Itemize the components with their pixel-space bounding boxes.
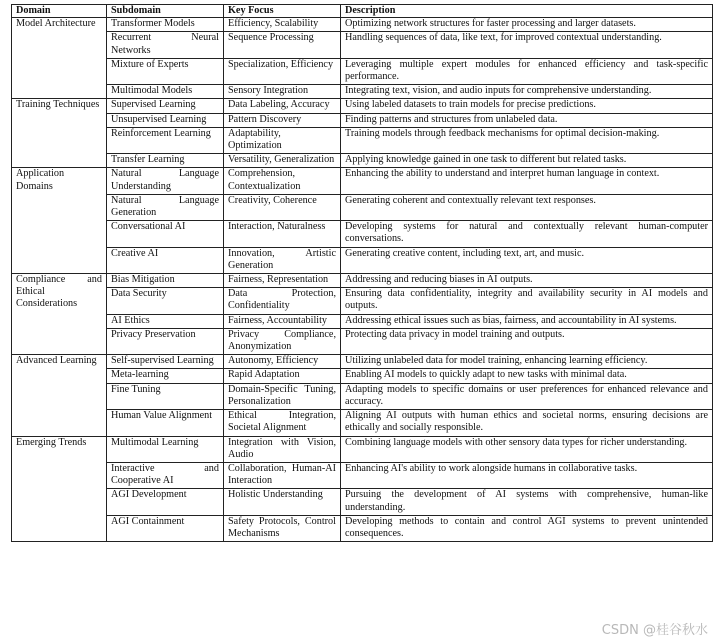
key-focus-cell: Adaptability, Optimization	[224, 127, 341, 153]
header-key-focus: Key Focus	[224, 5, 341, 18]
domain-cell: Advanced Learning	[12, 355, 107, 436]
table-body	[12, 18, 713, 542]
header-domain: Domain	[12, 5, 107, 18]
description-cell: Developing systems for natural and contextually relevant human-computer conversations.	[341, 221, 713, 247]
watermark: CSDN @桂谷秋水	[600, 619, 710, 638]
key-focus-cell: Pattern Discovery	[224, 113, 341, 127]
key-focus-cell: Comprehension, Contextualization	[224, 168, 341, 194]
table-row	[12, 32, 713, 58]
description-cell: Adapting models to specific domains or user preferences for enhanced relevance and accuracy.	[341, 383, 713, 409]
subdomain-cell: Natural Language Understanding	[107, 168, 224, 194]
key-focus-cell: Rapid Adaptation	[224, 369, 341, 383]
table-row	[12, 127, 713, 153]
key-focus-cell: Fairness, Representation	[224, 274, 341, 288]
table-row	[12, 383, 713, 409]
table-row	[12, 221, 713, 247]
table-row	[12, 462, 713, 488]
description-cell: Leveraging multiple expert modules for enhanced efficiency and task-specific performance.	[341, 58, 713, 84]
description-cell: Optimizing network structures for faster processing and larger datasets.	[341, 18, 713, 32]
description-cell: Aligning AI outputs with human ethics and societal norms, ensuring decisions are ethically and socially responsible.	[341, 410, 713, 436]
domain-cell: Application Domains	[12, 168, 107, 274]
description-cell: Handling sequences of data, like text, for improved contextual understanding.	[341, 32, 713, 58]
description-cell: Developing methods to contain and control AGI systems to prevent unintended consequences.	[341, 515, 713, 541]
subdomain-cell: Recurrent Neural Networks	[107, 32, 224, 58]
table-row	[12, 436, 713, 462]
subdomain-cell: Creative AI	[107, 247, 224, 273]
table-header-row	[12, 5, 713, 18]
table-row	[12, 410, 713, 436]
domain-cell: Training Techniques	[12, 99, 107, 168]
subdomain-cell: AI Ethics	[107, 314, 224, 328]
key-focus-cell: Versatility, Generalization	[224, 154, 341, 168]
key-focus-cell: Domain-Specific Tuning, Personalization	[224, 383, 341, 409]
domain-cell: Model Architecture	[12, 18, 107, 99]
description-cell: Addressing ethical issues such as bias, fairness, and accountability in AI systems.	[341, 314, 713, 328]
table-row	[12, 515, 713, 541]
subdomain-cell: Multimodal Models	[107, 85, 224, 99]
description-cell: Utilizing unlabeled data for model training, enhancing learning efficiency.	[341, 355, 713, 369]
description-cell: Applying knowledge gained in one task to different but related tasks.	[341, 154, 713, 168]
description-cell: Generating coherent and contextually relevant text responses.	[341, 194, 713, 220]
table-row	[12, 328, 713, 354]
header-subdomain: Subdomain	[107, 5, 224, 18]
subdomain-cell: Conversational AI	[107, 221, 224, 247]
subdomain-cell: Natural Language Generation	[107, 194, 224, 220]
description-cell: Pursuing the development of AI systems with comprehensive, human-like understanding.	[341, 489, 713, 515]
key-focus-cell: Autonomy, Efficiency	[224, 355, 341, 369]
table-row	[12, 314, 713, 328]
table-row	[12, 489, 713, 515]
subdomain-cell: AGI Containment	[107, 515, 224, 541]
table-row	[12, 113, 713, 127]
table-row	[12, 247, 713, 273]
header-description: Description	[341, 5, 713, 18]
key-focus-cell: Ethical Integration, Societal Alignment	[224, 410, 341, 436]
key-focus-cell: Innovation, Artistic Generation	[224, 247, 341, 273]
table-row	[12, 288, 713, 314]
description-cell: Enabling AI models to quickly adapt to new tasks with minimal data.	[341, 369, 713, 383]
key-focus-cell: Data Labeling, Accuracy	[224, 99, 341, 113]
table-row	[12, 58, 713, 84]
description-cell: Using labeled datasets to train models for precise predictions.	[341, 99, 713, 113]
subdomain-cell: Interactive and Cooperative AI	[107, 462, 224, 488]
key-focus-cell: Fairness, Accountability	[224, 314, 341, 328]
key-focus-cell: Safety Protocols, Control Mechanisms	[224, 515, 341, 541]
subdomain-cell: Fine Tuning	[107, 383, 224, 409]
description-cell: Training models through feedback mechanisms for optimal decision-making.	[341, 127, 713, 153]
subdomain-cell: Privacy Preservation	[107, 328, 224, 354]
subdomain-cell: Bias Mitigation	[107, 274, 224, 288]
key-focus-cell: Creativity, Coherence	[224, 194, 341, 220]
key-focus-cell: Holistic Understanding	[224, 489, 341, 515]
description-cell: Addressing and reducing biases in AI outputs.	[341, 274, 713, 288]
subdomain-cell: Transformer Models	[107, 18, 224, 32]
key-focus-cell: Data Protection, Confidentiality	[224, 288, 341, 314]
subdomain-cell: Self-supervised Learning	[107, 355, 224, 369]
subdomain-cell: AGI Development	[107, 489, 224, 515]
llm-domains-table	[11, 4, 713, 542]
table-row	[12, 168, 713, 194]
key-focus-cell: Sequence Processing	[224, 32, 341, 58]
description-cell: Combining language models with other sensory data types for richer understanding.	[341, 436, 713, 462]
table-row	[12, 194, 713, 220]
table-row	[12, 154, 713, 168]
description-cell: Enhancing the ability to understand and interpret human language in context.	[341, 168, 713, 194]
subdomain-cell: Unsupervised Learning	[107, 113, 224, 127]
domain-cell: Compliance and Ethical Considerations	[12, 274, 107, 355]
key-focus-cell: Efficiency, Scalability	[224, 18, 341, 32]
subdomain-cell: Human Value Alignment	[107, 410, 224, 436]
table-row	[12, 18, 713, 32]
description-cell: Ensuring data confidentiality, integrity and availability security in AI models and outputs.	[341, 288, 713, 314]
subdomain-cell: Mixture of Experts	[107, 58, 224, 84]
subdomain-cell: Multimodal Learning	[107, 436, 224, 462]
key-focus-cell: Interaction, Naturalness	[224, 221, 341, 247]
table-row	[12, 274, 713, 288]
subdomain-cell: Meta-learning	[107, 369, 224, 383]
subdomain-cell: Data Security	[107, 288, 224, 314]
description-cell: Finding patterns and structures from unlabeled data.	[341, 113, 713, 127]
table-row	[12, 85, 713, 99]
subdomain-cell: Reinforcement Learning	[107, 127, 224, 153]
description-cell: Protecting data privacy in model training and outputs.	[341, 328, 713, 354]
table-row	[12, 99, 713, 113]
domain-cell: Emerging Trends	[12, 436, 107, 542]
key-focus-cell: Collaboration, Human-AI Interaction	[224, 462, 341, 488]
description-cell: Generating creative content, including text, art, and music.	[341, 247, 713, 273]
key-focus-cell: Privacy Compliance, Anonymization	[224, 328, 341, 354]
key-focus-cell: Specialization, Efficiency	[224, 58, 341, 84]
key-focus-cell: Sensory Integration	[224, 85, 341, 99]
table-row	[12, 369, 713, 383]
key-focus-cell: Integration with Vision, Audio	[224, 436, 341, 462]
subdomain-cell: Transfer Learning	[107, 154, 224, 168]
table-row	[12, 355, 713, 369]
description-cell: Enhancing AI's ability to work alongside humans in collaborative tasks.	[341, 462, 713, 488]
subdomain-cell: Supervised Learning	[107, 99, 224, 113]
description-cell: Integrating text, vision, and audio inputs for comprehensive understanding.	[341, 85, 713, 99]
